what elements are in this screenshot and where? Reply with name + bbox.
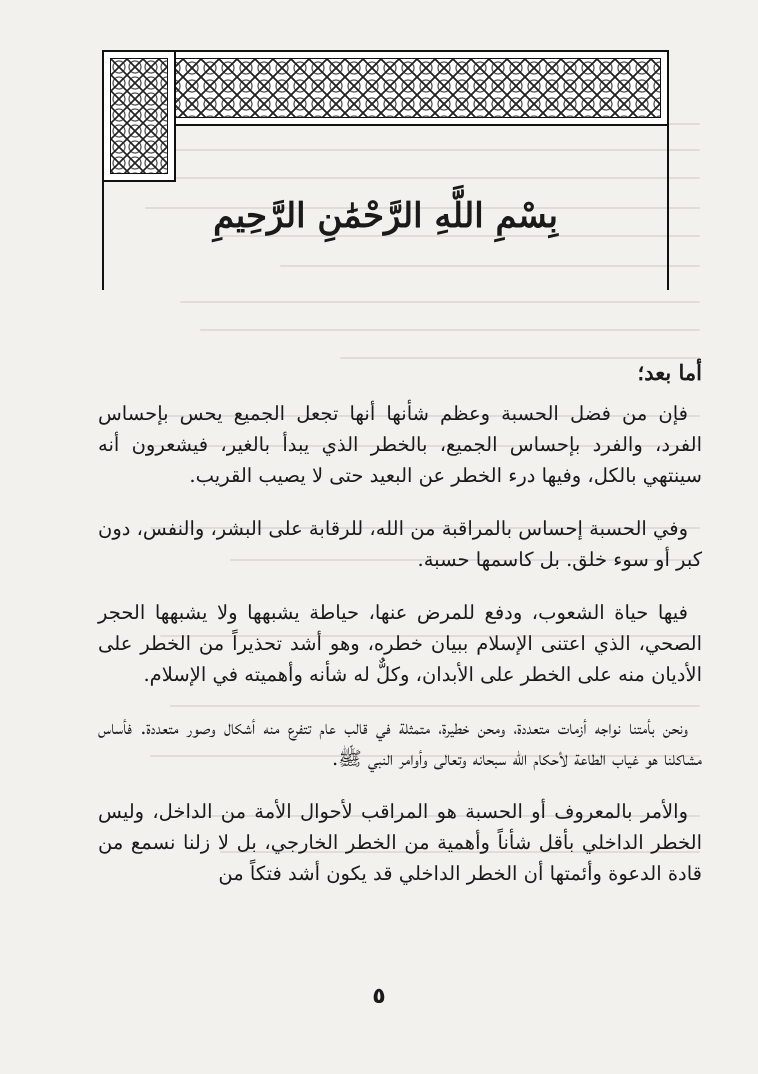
ornament-corner-block [102, 50, 176, 182]
paragraph: والأمر بالمعروف أو الحسبة هو المراقب لأحوال الأمة من الداخل، وليس الخطر الداخلي بأقل شأناً وأهمية من الخطر الخارجي، بل لا زلنا نسمع من قادة الدعوة وأئمتها أن الخطر الداخلي قد يكون أشد فتكاً من [98, 800, 702, 885]
page-body [98, 357, 702, 911]
basmala: بِسْمِ اللَّهِ الرَّحْمَٰنِ الرَّحِيمِ [213, 196, 558, 236]
geometric-pattern [110, 58, 661, 118]
paragraph: فإن من فضل الحسبة وعظم شأنها أنها تجعل الجميع يحس بإحساس الفرد، والفرد بإحساس الجميع، بالخطر الذي يبدأ بالغير، فيشعرون أنه سينتهي بالكل، وفيها درء الخطر عن البعيد حتى لا يصيب القريب. [98, 402, 702, 487]
paragraph: فيها حياة الشعوب، ودفع للمرض عنها، حياطة يشبهها ولا يشبهها الحجر الصحي، الذي اعتنى الإسلام ببيان خطره، وهو أشد تحذيراً من الخطر على الأديان منه على الخطر على الأبدان، وكلٌّ له شأنه وأهميته في الإسلام. [98, 601, 702, 686]
paragraph: وفي الحسبة إحساس بالمراقبة من الله، للرقابة على البشر، والنفس، دون كبر أو سوء خلق. بل كاسمها حسبة. [98, 517, 702, 571]
page-number: ٥ [372, 984, 386, 1009]
section-heading: أما بعد؛ [637, 360, 702, 385]
paragraph: ونحن بأمتنا نواجه أزمات متعددة، ومحن خطيرة، متمثلة في قالب عام تتفرع منه أشكال وصور متعددة. فأساس مشاكلنا هو غياب الطاعة لأحكام الله سبحانه وتعالى وأوامر النبي ﷺ. [98, 716, 702, 770]
geometric-pattern-corner [110, 58, 168, 174]
ornament-band [102, 50, 669, 126]
